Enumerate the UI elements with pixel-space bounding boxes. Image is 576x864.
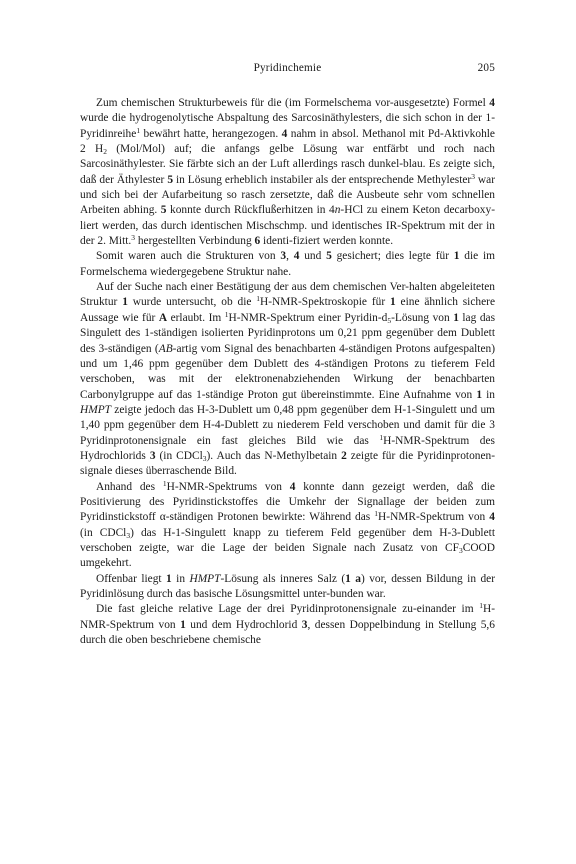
text-run: ) das H-1-Singulett knapp zu tieferem Feld gegenüber dem H-3-Dublett verschoben zeigte, war die Lage der beiden Signale nach Zusatz von CF (80, 526, 495, 554)
text-run: wurde die hydrogenolytische Abspaltung des Sarcosinäthylesters, die sich schon in der 1-Pyridinreihe (80, 112, 495, 140)
superscript: 3 (471, 171, 475, 181)
text-run: H-NMR-Spektrums von (166, 480, 290, 493)
superscript: 1 (162, 478, 167, 488)
superscript: 1 (136, 125, 141, 135)
subscript: 3 (126, 530, 131, 540)
text-run: COOD umgekehrt. (80, 541, 495, 570)
compound-number: 5 (326, 250, 332, 263)
text-run: zeigte für die Pyridinprotonen-signale dieses überraschende Bild. (80, 449, 496, 478)
text-run: nahm in absol. Methanol mit Pd-Aktivkohle 2 H (80, 127, 495, 156)
compound-number: 4 (489, 511, 495, 524)
page-number: 205 (477, 62, 495, 74)
text-run: Zum chemischen Strukturbeweis für die (im Formelschema vor-ausgesetzte) Formel (96, 97, 490, 109)
superscript: 1 (479, 601, 483, 611)
compound-number: 1 (476, 388, 483, 401)
compound-number: 4 (289, 480, 296, 493)
compound-number: 4 (489, 97, 495, 109)
text-run: bewährt hatte, herangezogen. (140, 127, 282, 140)
superscript: 1 (374, 509, 379, 519)
compound-number: 6 (254, 235, 261, 248)
text-run: H-NMR-Spektrum des Hydrochlorids (80, 434, 495, 462)
paragraph (80, 280, 495, 479)
paragraph (80, 480, 495, 572)
compound-number: 1 (453, 250, 460, 263)
text-run: identi-fiziert werden konnte. (260, 235, 394, 248)
compound-number: 5 (160, 204, 167, 217)
text-run: , dessen Doppelbindung in Stellung 5,6 durch die oben beschriebene chemische (80, 618, 495, 647)
subscript: 3 (458, 545, 463, 555)
italic-text: HMPT (80, 403, 112, 416)
text-run: konnte dann gezeigt werden, daß die Positivierung des Pyridinstickstoffes die Umkehr der Signallage der beiden zum Pyridinstickstoff α-ständigen Protonen bewirkte: Während das (80, 480, 495, 524)
compound-number: 3 (280, 250, 287, 263)
superscript: 1 (379, 432, 384, 442)
text-run: H-NMR-Spektrum von (378, 511, 490, 524)
compound-number: 4 (293, 250, 300, 263)
compound-number: 3 (149, 449, 156, 462)
text-run: zeigte jedoch das H-3-Dublett um 0,48 ppm gegenüber dem H-1-Singulett und um 1,40 ppm gegenüber dem H-4-Dublett zu niederem Feld verschoben und damit für die 3 Pyridinprotonensignale ein fast gleiches Bild wie das (80, 403, 495, 447)
compound-number: 1 a (345, 572, 361, 585)
text-run: H-NMR-Spektrum einer Pyridin-d (228, 311, 388, 324)
paragraph (80, 249, 495, 280)
text-run: lag das Singulett des 1-ständigen isolierten Pyridinprotons um 0,21 ppm gegenüber dem Dublett des 3-ständigen ( (80, 311, 496, 355)
text-run: erlaubt. Im (167, 311, 225, 324)
compound-number: 1 (180, 618, 186, 631)
journal-page (80, 62, 495, 648)
text-run: in (482, 388, 495, 401)
compound-number: A (158, 311, 168, 324)
paragraph (80, 96, 495, 249)
superscript: 3 (131, 233, 136, 243)
page-header (80, 62, 495, 80)
compound-number: 2 (341, 449, 347, 462)
compound-number: 1 (166, 572, 172, 585)
text-run: (Mol/Mol) auf; die anfangs gelbe Lösung war entfärbt und roch nach Sarcosinäthylester. Sie färbte sich an der Luft allerdings rasch dunkel-blau. Es zeigte sich, daß der Äthylester (80, 143, 495, 186)
superscript: 1 (224, 309, 229, 319)
text-run: ) vor, dessen Bildung in der Pyridinlösung durch das basische Lösungsmittel unter-bunden war. (80, 572, 495, 600)
text-run: in (171, 572, 190, 585)
text-run: H-NMR-Spektrum von (80, 603, 495, 631)
paragraph (80, 602, 495, 648)
subscript: 3 (202, 453, 207, 463)
text-run: -Lösung von (391, 311, 454, 324)
text-run: Offenbar liegt (96, 572, 167, 585)
compound-number: 1 (453, 311, 459, 324)
italic-text: HMPT (189, 572, 221, 585)
text-run: war und sich bei der Aufarbeitung so rasch zersetzte, daß die Ausbeute sehr vom schnellen Arbeiten abhing. (80, 173, 495, 217)
text-run: ). Auch das N-Methylbetain (206, 449, 342, 462)
text-run: hergestellten Verbindung (135, 235, 255, 248)
text-run: H-NMR-Spektroskopie für (260, 296, 390, 309)
text-run: -Lösung als inneres Salz ( (220, 572, 346, 585)
running-title: Pyridinchemie (253, 62, 322, 74)
compound-number: 3 (301, 618, 308, 631)
text-run: Somit waren auch die Strukturen von (96, 250, 281, 263)
text-run: und (299, 250, 327, 263)
text-run: konnte durch Rückflußerhitzen in 4 (166, 204, 335, 217)
text-run: Die fast gleiche relative Lage der drei Pyridinprotonensignale zu-einander im (96, 603, 480, 616)
compound-number: 1 (389, 296, 396, 309)
paragraph (80, 572, 495, 603)
text-run: , (286, 250, 294, 263)
subscript: 5 (387, 315, 392, 325)
text-run: und dem Hydrochlorid (185, 618, 302, 631)
subscript: 2 (103, 147, 107, 157)
text-run: in Lösung erheblich instabiler als der entsprechende Methylester (173, 173, 472, 186)
text-run: Anhand des (96, 480, 163, 493)
text-run: -HCl zu einem Keton decarboxy-liert werden, das durch identischen Mischschmp. und identisches IR-Spektrum mit der in der 2. Mitt. (80, 204, 495, 248)
compound-number: 1 (122, 296, 128, 309)
compound-number: 4 (281, 127, 288, 140)
text-run: Auf der Suche nach einer Bestätigung der aus dem chemischen Ver-halten abgeleiteten Struktur (80, 281, 495, 309)
italic-text: AB (158, 342, 173, 355)
text-run: (in CDCl (80, 526, 127, 539)
text-run: eine ähnlich sichere Aussage wie für (80, 296, 496, 324)
text-run: (in CDCl (155, 449, 203, 462)
body-text (80, 96, 495, 648)
text-run: wurde untersucht, ob die (127, 296, 257, 309)
superscript: 1 (256, 294, 261, 304)
text-run: die im Formelschema wiedergegebene Struktur nahe. (80, 250, 495, 278)
compound-number: 5 (167, 173, 174, 186)
text-run: -artig vom Signal des benachbarten 4-ständigen Protons aufgespalten) und um 1,46 ppm gegenüber dem Dublett des 4-ständigen Protons zu tieferem Feld verschoben, was mit der elektronenabziehenden Wirkung der benachbarten Carbonylgruppe auf das 1-ständige Proton gut übereinstimmte. Eine Aufnahme von (80, 342, 495, 401)
text-run: gesichert; dies legte für (331, 250, 454, 263)
italic-text: n (334, 204, 341, 217)
